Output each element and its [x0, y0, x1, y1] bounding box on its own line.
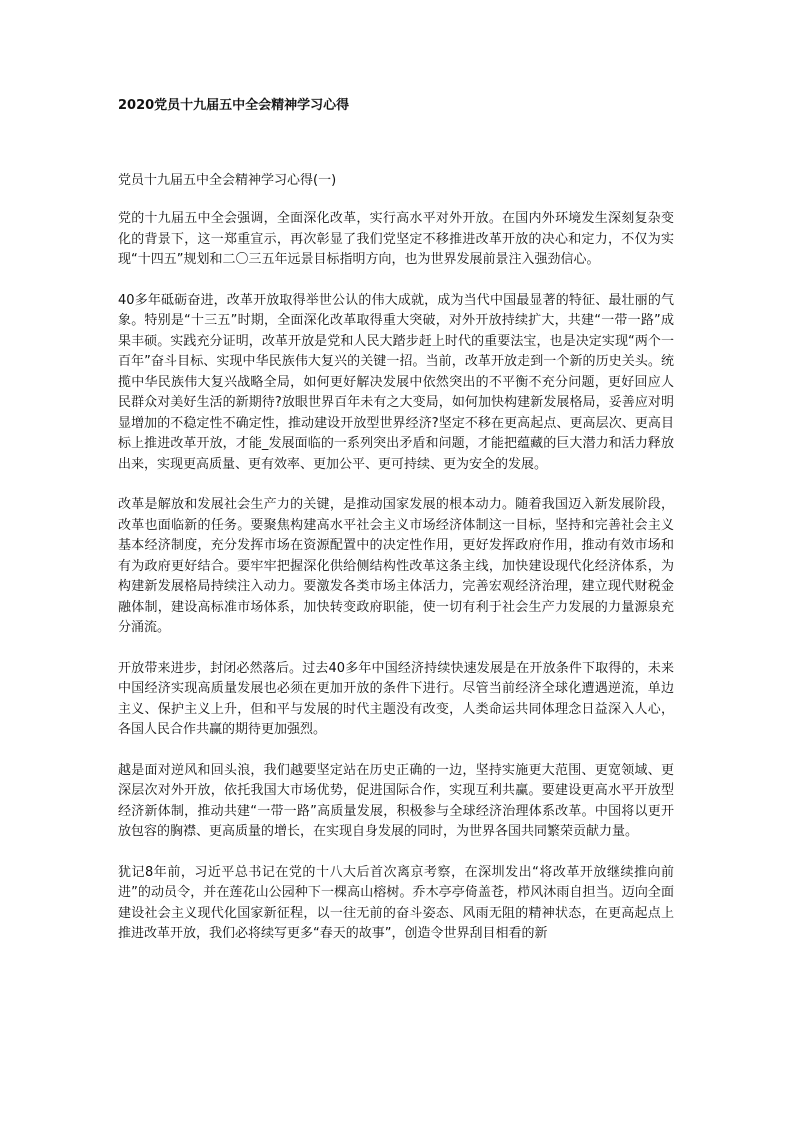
paragraph-5: 越是面对逆风和回头浪，我们越要坚定站在历史正确的一边，坚持实施更大范围、更宽领域、更深层次对外开放，依托我国大市场优势，促进国际合作，实现互利共赢。要建设更高水平开放型经济新体制，推动共建“一带一路”高质量发展，积极参与全球经济治理体系改革。中国将以更开放包容的胸襟、更高质量的增长，在实现自身发展的同时，为世界各国共同繁荣贡献力量。: [118, 762, 674, 839]
paragraph-3: 改革是解放和发展社会生产力的关键，是推动国家发展的根本动力。随着我国迈入新发展阶段，改革也面临新的任务。要聚焦构建高水平社会主义市场经济体制这一目标，坚持和完善社会主义基本经济制度，充分发挥市场在资源配置中的决定性作用，更好发挥政府作用，推动有效市场和有为政府更好结合。要牢牢把握深化供给侧结构性改革这条主线，加快建设现代化经济体系，为构建新发展格局持续注入动力。要激发各类市场主体活力，完善宏观经济治理，建立现代财税金融体制，建设高标准市场体系，加快转变政府职能，使一切有利于社会生产力发展的力量源泉充分涌流。: [118, 497, 674, 635]
paragraph-4: 开放带来进步，封闭必然落后。过去40多年中国经济持续快速发展是在开放条件下取得的，未来中国经济实现高质量发展也必须在更加开放的条件下进行。尽管当前经济全球化遭遇逆流，单边主义、保护主义上升，但和平与发展的时代主题没有改变，人类命运共同体理念日益深入人心，各国人民合作共赢的期待更加强烈。: [118, 660, 674, 737]
paragraph-2: 40多年砥砺奋进，改革开放取得举世公认的伟大成就，成为当代中国最显著的特征、最壮丽的气象。特别是“十三五”时期，全面深化改革取得重大突破，对外开放持续扩大，共建“一带一路”成果丰硕。实践充分证明，改革开放是党和人民大踏步赶上时代的重要法宝，也是决定实现“两个一百年”奋斗目标、实现中华民族伟大复兴的关键一招。当前，改革开放走到一个新的历史关头。统揽中华民族伟大复兴战略全局，如何更好解决发展中依然突出的不平衡不充分问题，更好回应人民群众对美好生活的新期待?放眼世界百年未有之大变局，如何加快构建新发展格局，妥善应对明显增加的不稳定性不确定性，推动建设开放型世界经济?坚定不移在更高起点、更高层次、更高目标上推进改革开放，才能_发展面临的一系列突出矛盾和问题，才能把蕴藏的巨大潜力和活力释放出来，实现更高质量、更有效率、更加公平、更可持续、更为安全的发展。: [118, 292, 674, 472]
document-title: 2020党员十九届五中全会精神学习心得: [118, 98, 350, 113]
paragraph-6: 犹记8年前，习近平总书记在党的十八大后首次离京考察，在深圳发出“将改革开放继续推向前进”的动员令，并在莲花山公园种下一棵高山榕树。乔木亭亭倚盖苍，栉风沐雨自担当。迈向全面建设社会主义现代化国家新征程，以一往无前的奋斗姿态、风雨无阻的精神状态，在更高起点上推进改革开放，我们必将续写更多“春天的故事”，创造令世界刮目相看的新: [118, 864, 674, 941]
section-subtitle: 党员十九届五中全会精神学习心得(一): [118, 173, 337, 188]
document-page: [118, 96, 674, 965]
paragraph-1: 党的十九届五中全会强调，全面深化改革，实行高水平对外开放。在国内外环境发生深刻复杂变化的背景下，这一郑重宣示，再次彰显了我们党坚定不移推进改革开放的决心和定力，不仅为实现“十四五”规划和二〇三五年远景目标指明方向，也为世界发展前景注入强劲信心。: [118, 211, 674, 267]
